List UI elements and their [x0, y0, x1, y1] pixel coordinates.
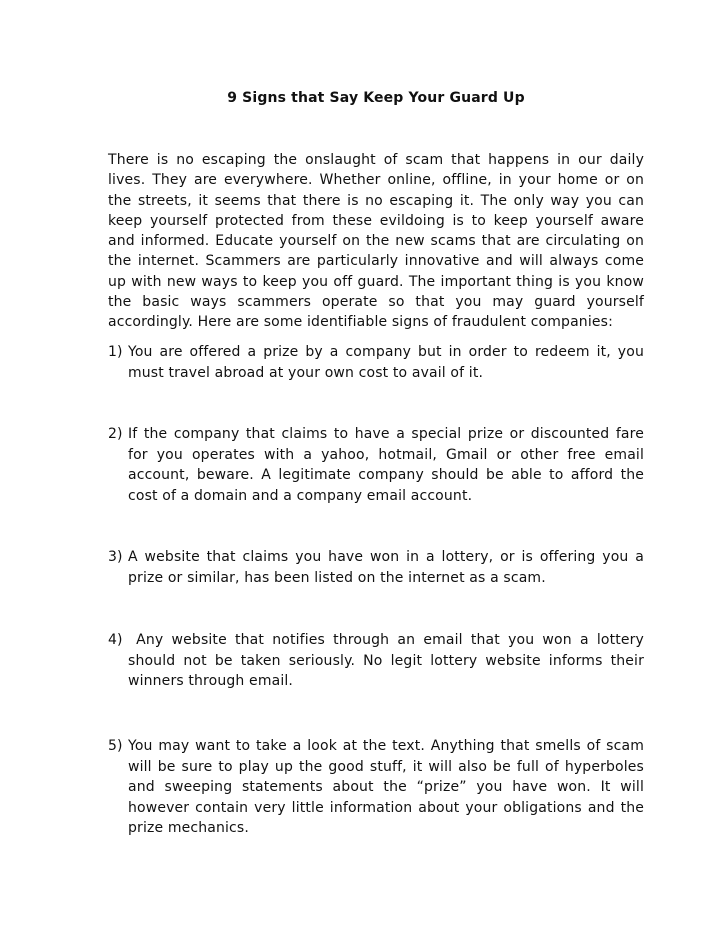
- list-item-text: You may want to take a look at the text. Anything that smells of scam will be sure to play up the good stuff, it will also be full of hyperboles and sweeping statements about the “prize” you have won. It will however contain very little information about your obligations and the prize mechanics.: [128, 738, 644, 836]
- list-item: [108, 424, 644, 506]
- list-item-text: A website that claims you have won in a lottery, or is offering you a prize or similar, has been listed on the internet as a scam.: [128, 549, 644, 586]
- list-item-number: 4): [108, 632, 123, 648]
- list-item-text: You are offered a prize by a company but in order to redeem it, you must travel abroad at your own cost to avail of it.: [128, 344, 644, 381]
- list-item-number: 3): [108, 549, 123, 565]
- list-item-text: If the company that claims to have a special prize or discounted fare for you operates with a yahoo, hotmail, Gmail or other free email account, beware. A legitimate company should be able to afford the cost of a domain and a company email account.: [128, 426, 644, 504]
- list-item: [108, 342, 644, 383]
- list-item: [108, 630, 644, 692]
- document-page: [108, 0, 644, 943]
- list-item-number: 5): [108, 738, 123, 754]
- intro-paragraph: There is no escaping the onslaught of scam that happens in our daily lives. They are everywhere. Whether online, offline, in your home or on the streets, it seems that there is no escaping it. The only way you can keep yourself protected from these evildoing is to keep yourself aware and informed. Educate yourself on the new scams that are circulating on the internet. Scammers are particularly innovative and will always come up with new ways to keep you off guard. The important thing is you know the basic ways scammers operate so that you may guard yourself accordingly. Here are some identifiable signs of fraudulent companies:: [108, 152, 644, 331]
- document-title: 9 Signs that Say Keep Your Guard Up: [227, 90, 525, 106]
- list-item-number: 2): [108, 426, 123, 442]
- list-item-number: 1): [108, 344, 123, 360]
- list-item: [108, 736, 644, 839]
- list-item: [108, 547, 644, 588]
- list-item-text: Any website that notifies through an email that you won a lottery should not be taken seriously. No legit lottery website informs their winners through email.: [128, 632, 644, 689]
